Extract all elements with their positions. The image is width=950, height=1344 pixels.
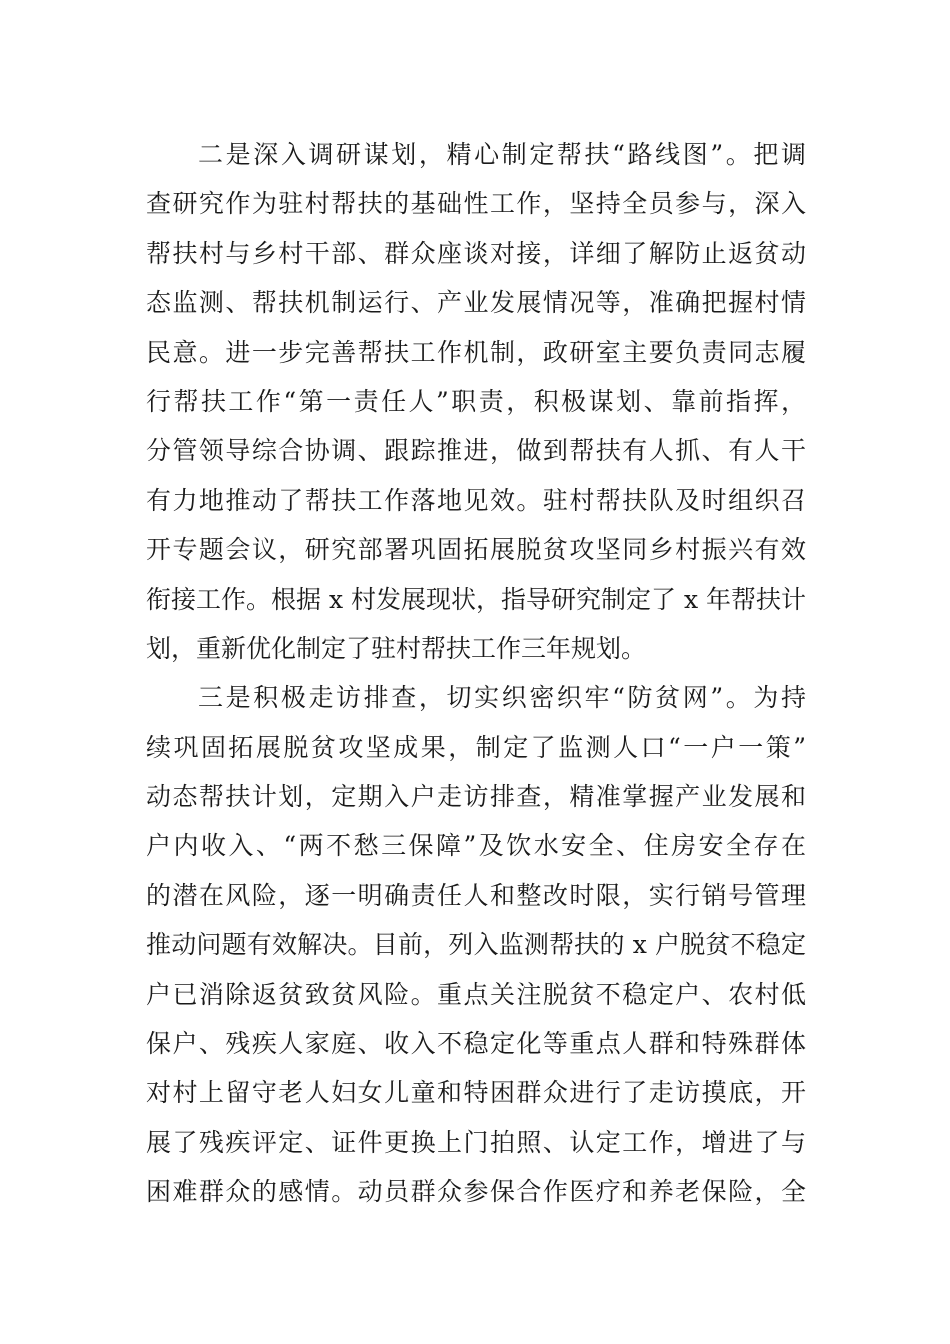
paragraph-1-line-1: 二是深入调研谋划，精心制定帮扶“路线图”。把调 [198,140,806,169]
paragraph-2-line-10: 展了残疾评定、证件更换上门拍照、认定工作，增进了与 [146,1127,806,1157]
paragraph-2-line-5: 的潜在风险，逐一明确责任人和整改时限，实行销号管理 [146,880,806,910]
paragraph-1-line-9: 开专题会议，研究部署巩固拓展脱贫攻坚同乡村振兴有效 [146,535,806,565]
paragraph-2-line-2: 续巩固拓展脱贫攻坚成果，制定了监测人口“一户一策” [146,732,806,762]
paragraph-1-line-11: 划，重新优化制定了驻村帮扶工作三年规划。 [146,633,647,663]
paragraph-1-line-4: 态监测、帮扶机制运行、产业发展情况等，准确把握村情 [146,288,806,318]
paragraph-2-line-4: 户内收入、“两不愁三保障”及饮水安全、住房安全存在 [146,831,806,861]
paragraph-2-line-1: 三是积极走访排查，切实织密织牢“防贫网”。为持 [198,683,806,713]
paragraph-1-line-6: 行帮扶工作“第一责任人”职责，积极谋划、靠前指挥， [146,386,806,416]
paragraph-1-line-5: 民意。进一步完善帮扶工作机制，政研室主要负责同志履 [146,337,806,367]
paragraph-2-line-9: 对村上留守老人妇女儿童和特困群众进行了走访摸底，开 [146,1078,806,1108]
paragraph-2 [146,673,806,1216]
paragraph-2-line-11: 困难群众的感情。动员群众参保合作医疗和养老保险，全 [146,1177,806,1207]
paragraph-1 [146,130,806,673]
paragraph-1-line-8: 有力地推动了帮扶工作落地见效。驻村帮扶队及时组织召 [146,485,806,515]
document-body [146,130,806,1217]
paragraph-1-line-7: 分管领导综合协调、跟踪推进，做到帮扶有人抓、有人干 [146,436,806,466]
paragraph-1-line-2: 查研究作为驻村帮扶的基础性工作，坚持全员参与，深入 [146,189,806,219]
paragraph-1-line-3: 帮扶村与乡村干部、群众座谈对接，详细了解防止返贫动 [146,238,806,268]
paragraph-2-line-8: 保户、残疾人家庭、收入不稳定化等重点人群和特殊群体 [146,1029,806,1059]
paragraph-1-line-10: 衔接工作。根据 x 村发展现状，指导研究制定了 x 年帮扶计 [146,584,806,614]
paragraph-2-line-7: 户已消除返贫致贫风险。重点关注脱贫不稳定户、农村低 [146,979,806,1009]
paragraph-2-line-3: 动态帮扶计划，定期入户走访排查，精准掌握产业发展和 [146,782,806,812]
paragraph-2-line-6: 推动问题有效解决。目前，列入监测帮扶的 x 户脱贫不稳定 [146,930,806,960]
